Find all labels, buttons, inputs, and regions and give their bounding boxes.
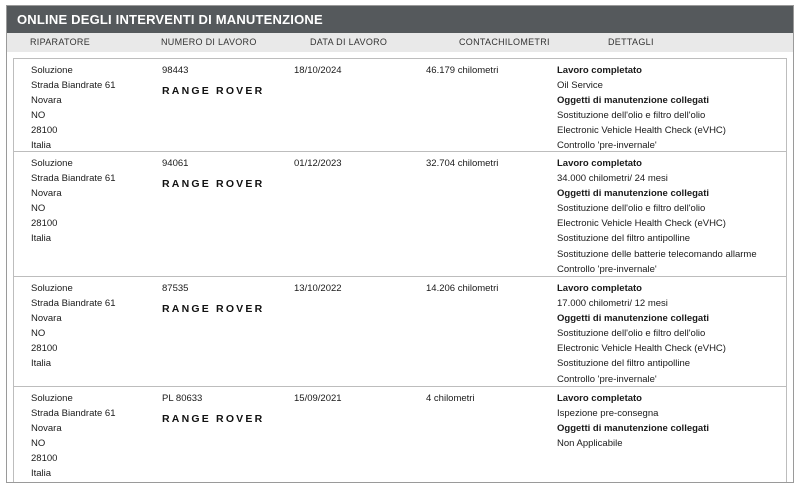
repairer-cell [14,391,145,483]
service-history-panel [6,5,794,483]
details-item: Electronic Vehicle Health Check (eVHC) [557,125,726,137]
header-job-date: DATA DI LAVORO [310,37,388,47]
range-rover-logo: RANGE ROVER [162,85,265,98]
details-item: Oil Service [557,80,603,92]
job-number: PL 80633 [162,393,203,404]
job-number-cell [145,63,277,151]
details-item: Sostituzione delle batterie telecomando allarme [557,248,757,260]
repairer-line: Italia [31,233,52,245]
details-heading: Oggetti di manutenzione collegati [557,188,710,200]
job-date: 01/12/2023 [294,158,342,169]
details-item: Sostituzione dell'olio e filtro dell'olio [557,110,706,122]
repairer-line: 28100 [31,125,58,137]
range-rover-logo: RANGE ROVER [162,178,265,191]
repairer-line: Italia [31,358,52,370]
repairer-line: 28100 [31,343,58,355]
details-cell [539,281,786,386]
repairer-line: Soluzione [31,65,73,76]
header-odometer: CONTACHILOMETRI [459,37,550,47]
repairer-line: NO [31,110,46,122]
job-date: 13/10/2022 [294,283,342,294]
range-rover-logo: RANGE ROVER [162,413,265,426]
odometer-value: 46.179 chilometri [426,65,499,76]
details-item: Electronic Vehicle Health Check (eVHC) [557,218,726,230]
table-row [13,277,787,387]
repairer-line: Italia [31,140,52,152]
repairer-line: 28100 [31,218,58,230]
repairer-line: NO [31,328,46,340]
header-repairer: RIPARATORE [30,37,91,47]
table-header [7,33,793,52]
job-number-cell [145,391,277,483]
repairer-line: Novara [31,313,62,325]
details-item: Ispezione pre-consegna [557,408,659,420]
repairer-line: Novara [31,423,62,435]
repairer-cell [14,63,145,151]
table-row [13,58,787,152]
details-heading: Oggetti di manutenzione collegati [557,95,710,107]
details-item: Controllo 'pre-invernale' [557,263,657,275]
job-number: 98443 [162,65,189,76]
repairer-line: Strada Biandrate 61 [31,80,116,92]
details-heading: Lavoro completato [557,393,642,404]
table-row [13,387,787,483]
odometer-value: 4 chilometri [426,393,475,404]
table-row [13,152,787,277]
details-heading: Lavoro completato [557,65,642,76]
repairer-line: Strada Biandrate 61 [31,408,116,420]
job-number: 94061 [162,158,189,169]
repairer-line: Soluzione [31,393,73,404]
details-heading: Oggetti di manutenzione collegati [557,423,710,435]
odometer-value: 32.704 chilometri [426,158,499,169]
details-item: Controllo 'pre-invernale' [557,373,657,385]
repairer-line: 28100 [31,453,58,465]
repairer-line: Strada Biandrate 61 [31,298,116,310]
details-item: Sostituzione dell'olio e filtro dell'olio [557,203,706,215]
details-item: 34.000 chilometri/ 24 mesi [557,173,668,185]
details-cell [539,156,786,276]
details-item: Sostituzione del filtro antipolline [557,233,691,245]
repairer-cell [14,156,145,276]
repairer-line: Soluzione [31,158,73,169]
repairer-cell [14,281,145,386]
odometer-value: 14.206 chilometri [426,283,499,294]
details-item: Electronic Vehicle Health Check (eVHC) [557,343,726,355]
details-item: Controllo 'pre-invernale' [557,140,657,152]
repairer-line: Novara [31,188,62,200]
job-number-cell [145,156,277,276]
repairer-line: Novara [31,95,62,107]
details-cell [539,63,786,151]
repairer-line: Soluzione [31,283,73,294]
repairer-line: NO [31,203,46,215]
panel-title: ONLINE DEGLI INTERVENTI DI MANUTENZIONE [7,6,793,33]
details-item: Sostituzione dell'olio e filtro dell'olio [557,328,706,340]
details-heading: Lavoro completato [557,158,642,169]
details-heading: Oggetti di manutenzione collegati [557,313,710,325]
details-item: Non Applicabile [557,438,623,450]
header-details: DETTAGLI [608,37,654,47]
range-rover-logo: RANGE ROVER [162,303,265,316]
header-job-number: NUMERO DI LAVORO [161,37,257,47]
repairer-line: NO [31,438,46,450]
job-list [13,58,787,483]
job-date: 18/10/2024 [294,65,342,76]
job-date: 15/09/2021 [294,393,342,404]
repairer-line: Italia [31,468,52,480]
job-number-cell [145,281,277,386]
details-cell [539,391,786,483]
repairer-line: Strada Biandrate 61 [31,173,116,185]
details-heading: Lavoro completato [557,283,642,294]
details-item: Sostituzione del filtro antipolline [557,358,691,370]
details-item: 17.000 chilometri/ 12 mesi [557,298,668,310]
job-number: 87535 [162,283,189,294]
